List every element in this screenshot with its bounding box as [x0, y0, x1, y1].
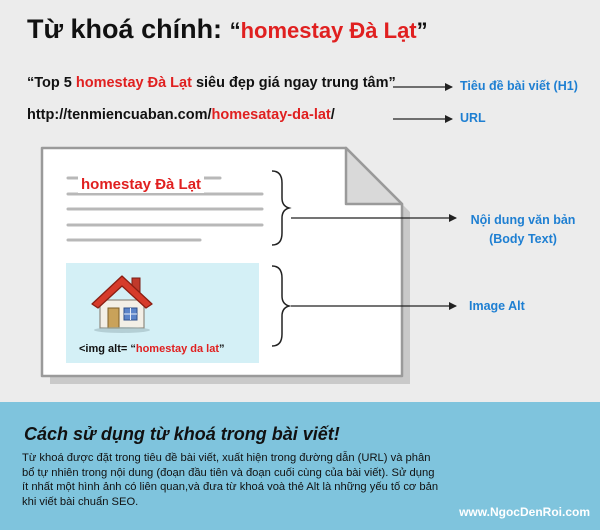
title-keyword: homestay Đà Lạt [75, 75, 192, 91]
url-trail: / [330, 107, 335, 123]
heading-close-quote: ” [416, 18, 428, 43]
bottom-title: Cách sử dụng từ khoá trong bài viết! [24, 424, 340, 444]
bottom-body-text: Từ khoá được đặt trong tiêu đề bài viết, xuất hiện trong đường dẫn (URL) và phân bổ tự nhiên trong nội dung (đoạn đầu tiên và đoạn cuối cùng của bài viết). Sử dụng ít nhất một hình ảnh có liên quan,và đưa từ khoá voà thẻ Alt là những yếu tố cơ bản khi viết bài chuẩn SEO. [22, 452, 439, 508]
url-slug: homesatay-da-lat [211, 107, 331, 123]
alt-prefix: <img alt= “ [79, 343, 136, 355]
title-rest: siêu đẹp giá ngay trung tâm” [191, 75, 396, 91]
label-title: Tiêu đề bài viết (H1) [460, 79, 578, 93]
title-open: “Top 5 [27, 75, 76, 91]
image-alt-code [79, 343, 225, 355]
document-fold [346, 148, 402, 204]
alt-keyword: homestay da lat [135, 343, 219, 355]
label-body-line1: Nội dung văn bản [470, 213, 576, 227]
site-credit: www.NgocDenRoi.com [459, 505, 590, 519]
heading-prefix: Từ khoá chính: [27, 14, 223, 44]
heading-open-quote: “ [229, 18, 241, 43]
label-body-text [462, 213, 584, 246]
alt-suffix: ” [219, 343, 225, 355]
document-keyword: homestay Đà Lạt [78, 176, 204, 193]
url-domain: http://tenmiencuaban.com/ [27, 107, 212, 123]
label-body-line2: (Body Text) [489, 232, 557, 246]
label-url: URL [460, 111, 486, 125]
house-icon [88, 270, 156, 334]
label-image-alt: Image Alt [469, 299, 525, 313]
heading-keyword: homestay Đà Lạt [240, 18, 417, 43]
